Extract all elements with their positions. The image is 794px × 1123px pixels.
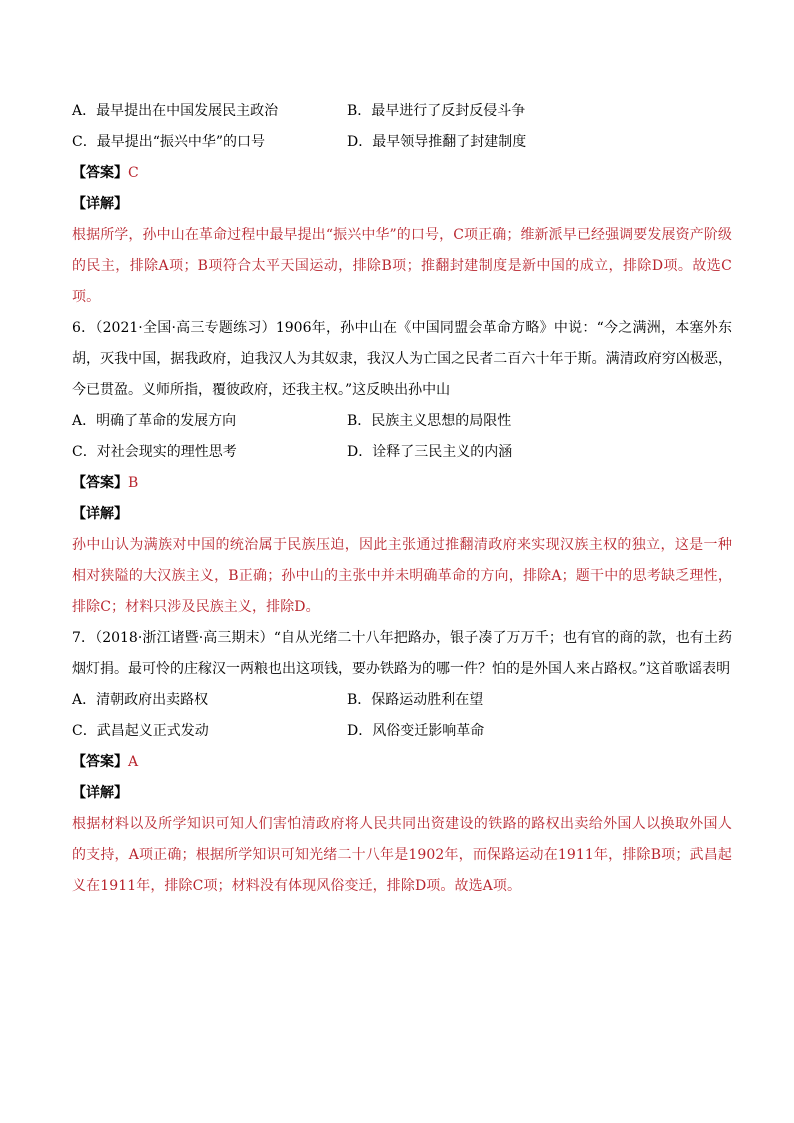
q5-option-b: B．最早进行了反封反侵斗争 <box>347 103 526 119</box>
q6-detail-label: 【详解】 <box>72 506 128 522</box>
q6-option-a: A．明确了革命的发展方向 <box>72 413 237 429</box>
q7-option-c: C．武昌起义正式发动 <box>72 723 209 739</box>
q6-option-b: B．民族主义思想的局限性 <box>347 413 512 429</box>
q5-options-row-1 <box>72 96 732 127</box>
q6-answer-value: B <box>128 475 139 491</box>
q6-options-row-1 <box>72 406 732 437</box>
q7-options-row-1 <box>72 685 732 716</box>
q5-answer <box>72 158 732 189</box>
q7-answer-value: A <box>128 754 139 770</box>
q7-answer-label: 【答案】 <box>72 754 128 770</box>
q5-option-c: C．最早提出“振兴中华”的口号 <box>72 134 266 150</box>
q6-answer-label: 【答案】 <box>72 475 128 491</box>
q6-answer <box>72 468 732 499</box>
q7-option-b: B．保路运动胜利在望 <box>347 692 484 708</box>
q5-answer-label: 【答案】 <box>72 165 128 181</box>
q6-stem: 6．（2021·全国·高三专题练习）1906年，孙中山在《中国同盟会革命方略》中说：“今之满洲，本塞外东胡，灭我中国，据我政府，迫我汉人为其奴隶，我汉人为亡国之民者二百六十年于斯。满清政府穷凶极恶，今已贯盈。义师所指，覆彼政府，还我主权。”这反映出孙中山 <box>72 320 732 398</box>
q5-answer-value: C <box>128 165 139 181</box>
document-page <box>72 96 732 902</box>
q5-analysis: 根据所学，孙中山在革命过程中最早提出“振兴中华”的口号，C项正确；维新派早已经强调要发展资产阶级的民主，排除A项；B项符合太平天国运动，排除B项；推翻封建制度是新中国的成立，排除D项。故选C项。 <box>72 227 732 305</box>
q6-option-c: C．对社会现实的理性思考 <box>72 444 237 460</box>
q6-option-d: D．诠释了三民主义的内涵 <box>347 444 513 460</box>
q7-option-a: A．清朝政府出卖路权 <box>72 692 209 708</box>
q7-answer <box>72 747 732 778</box>
q5-detail-label: 【详解】 <box>72 196 128 212</box>
q5-options-row-2 <box>72 127 732 158</box>
q5-option-a: A．最早提出在中国发展民主政治 <box>72 103 279 119</box>
q7-detail-label: 【详解】 <box>72 785 128 801</box>
q7-options-row-2 <box>72 716 732 747</box>
q5-option-d: D．最早领导推翻了封建制度 <box>347 134 527 150</box>
q7-stem: 7．（2018·浙江诸暨·高三期末）“自从光绪二十八年把路办，银子凑了万万千；也有官的商的款，也有土药烟灯捐。最可怜的庄稼汉一两粮也出这项钱，要办铁路为的哪一件？怕的是外国人来占路权。”这首歌谣表明 <box>72 630 732 677</box>
q7-option-d: D．风俗变迁影响革命 <box>347 723 485 739</box>
q6-analysis: 孙中山认为满族对中国的统治属于民族压迫，因此主张通过推翻清政府来实现汉族主权的独立，这是一种相对狭隘的大汉族主义，B正确；孙中山的主张中并未明确革命的方向，排除A；题干中的思考缺乏理性，排除C；材料只涉及民族主义，排除D。 <box>72 537 732 615</box>
q6-options-row-2 <box>72 437 732 468</box>
q7-analysis: 根据材料以及所学知识可知人们害怕清政府将人民共同出资建设的铁路的路权出卖给外国人以换取外国人的支持，A项正确；根据所学知识可知光绪二十八年是1902年，而保路运动在1911年，排除B项；武昌起义在1911年，排除C项；材料没有体现风俗变迁，排除D项。故选A项。 <box>72 816 732 894</box>
